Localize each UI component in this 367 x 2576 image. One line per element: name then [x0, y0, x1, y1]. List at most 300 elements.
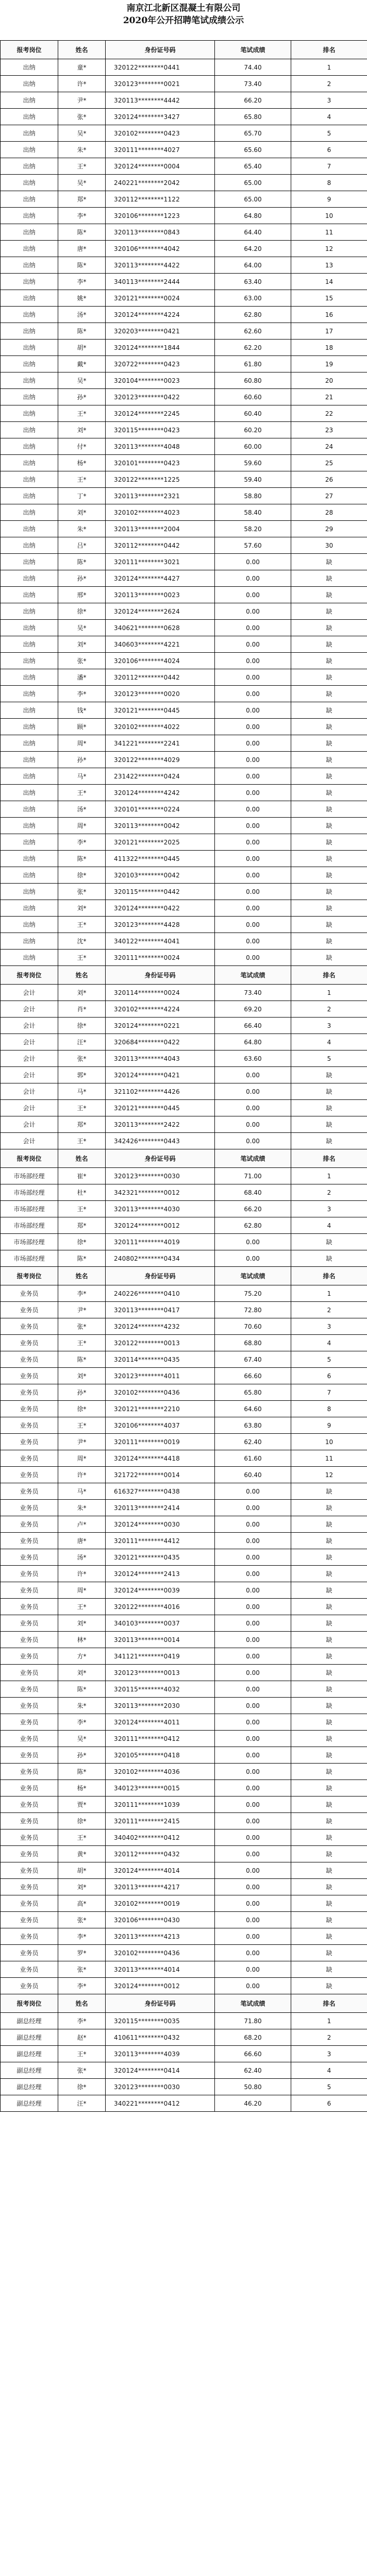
table-header-row [1, 966, 367, 985]
cell-position: 出纳 [1, 785, 58, 801]
cell-score: 60.20 [215, 422, 291, 438]
cell-id: 320113********2321 [106, 488, 215, 504]
table-row [1, 1615, 367, 1632]
cell-rank: 缺 [291, 735, 367, 752]
cell-position: 会计 [1, 1067, 58, 1083]
cell-rank: 缺 [291, 1599, 367, 1615]
cell-rank: 缺 [291, 1116, 367, 1133]
cell-score: 0.00 [215, 1862, 291, 1879]
cell-position: 业务员 [1, 1731, 58, 1747]
cell-position: 出纳 [1, 257, 58, 274]
cell-id: 320111********0019 [106, 1434, 215, 1450]
cell-position: 业务员 [1, 1335, 58, 1351]
cell-position: 业务员 [1, 1797, 58, 1813]
table-row [1, 1665, 367, 1681]
header-score: 笔试成绩 [215, 41, 291, 59]
cell-id: 320113********4014 [106, 1961, 215, 1978]
cell-position: 出纳 [1, 669, 58, 686]
cell-name: 李* [58, 1714, 106, 1731]
table-row [1, 719, 367, 735]
cell-position: 业务员 [1, 1928, 58, 1945]
cell-score: 66.60 [215, 2046, 291, 2062]
table-row [1, 1417, 367, 1434]
cell-name: 汤* [58, 1549, 106, 1566]
cell-name: 刘* [58, 636, 106, 653]
cell-name: 马* [58, 1083, 106, 1100]
cell-name: 沈* [58, 933, 106, 950]
cell-name: 李* [58, 1285, 106, 1302]
cell-name: 童* [58, 59, 106, 76]
table-row [1, 356, 367, 372]
cell-score: 73.40 [215, 985, 291, 1001]
cell-score: 66.20 [215, 92, 291, 109]
cell-position: 出纳 [1, 191, 58, 208]
cell-position: 出纳 [1, 323, 58, 340]
cell-rank: 缺 [291, 900, 367, 917]
table-header-row [1, 1994, 367, 2013]
cell-score: 46.20 [215, 2095, 291, 2112]
table-row [1, 76, 367, 92]
table-row [1, 2046, 367, 2062]
header-position: 报考岗位 [1, 41, 58, 59]
cell-name: 汤* [58, 307, 106, 323]
cell-score: 0.00 [215, 1714, 291, 1731]
cell-name: 郑* [58, 191, 106, 208]
header-id: 身份证号码 [106, 966, 215, 985]
table-row [1, 1764, 367, 1780]
cell-position: 业务员 [1, 1599, 58, 1615]
cell-rank: 24 [291, 438, 367, 455]
cell-score: 68.40 [215, 1184, 291, 1201]
cell-position: 出纳 [1, 570, 58, 587]
table-row [1, 2079, 367, 2095]
cell-rank: 缺 [291, 1067, 367, 1083]
cell-id: 320106********4037 [106, 1417, 215, 1434]
cell-id: 320106********1223 [106, 208, 215, 224]
cell-id: 320102********4022 [106, 719, 215, 735]
table-row [1, 570, 367, 587]
cell-score: 0.00 [215, 933, 291, 950]
cell-position: 会计 [1, 1050, 58, 1067]
cell-id: 320124********4418 [106, 1450, 215, 1467]
cell-score: 62.80 [215, 307, 291, 323]
cell-id: 340103********0037 [106, 1615, 215, 1632]
cell-score: 61.60 [215, 1450, 291, 1467]
cell-rank: 缺 [291, 1234, 367, 1250]
header-position: 报考岗位 [1, 1994, 58, 2013]
cell-position: 市场部经理 [1, 1250, 58, 1267]
cell-rank: 25 [291, 455, 367, 471]
cell-id: 340221********0412 [106, 2095, 215, 2112]
cell-name: 王* [58, 1829, 106, 1846]
cell-score: 62.20 [215, 340, 291, 356]
table-row [1, 92, 367, 109]
cell-name: 徐* [58, 1234, 106, 1250]
header-name: 姓名 [58, 966, 106, 985]
cell-name: 王* [58, 1335, 106, 1351]
cell-name: 贾* [58, 1797, 106, 1813]
cell-id: 320122********0013 [106, 1335, 215, 1351]
cell-position: 出纳 [1, 455, 58, 471]
cell-rank: 3 [291, 1201, 367, 1217]
table-row [1, 175, 367, 191]
cell-rank: 7 [291, 158, 367, 175]
cell-rank: 缺 [291, 603, 367, 620]
cell-position: 业务员 [1, 1632, 58, 1648]
cell-id: 320115********0423 [106, 422, 215, 438]
cell-position: 出纳 [1, 208, 58, 224]
cell-name: 孙* [58, 1384, 106, 1401]
cell-name: 吴* [58, 125, 106, 142]
cell-score: 67.40 [215, 1351, 291, 1368]
cell-rank: 缺 [291, 719, 367, 735]
cell-rank: 26 [291, 471, 367, 488]
cell-rank: 14 [291, 274, 367, 290]
table-row [1, 867, 367, 884]
cell-name: 唐* [58, 1533, 106, 1549]
cell-name: 孙* [58, 389, 106, 405]
cell-name: 潘* [58, 669, 106, 686]
table-row [1, 208, 367, 224]
cell-rank: 8 [291, 1401, 367, 1417]
cell-score: 75.20 [215, 1285, 291, 1302]
cell-rank: 2 [291, 76, 367, 92]
cell-rank: 缺 [291, 834, 367, 851]
cell-rank: 1 [291, 985, 367, 1001]
table-row [1, 504, 367, 521]
cell-score: 66.60 [215, 1368, 291, 1384]
cell-score: 0.00 [215, 1780, 291, 1797]
cell-score: 0.00 [215, 851, 291, 867]
cell-rank: 5 [291, 1050, 367, 1067]
cell-score: 57.60 [215, 537, 291, 554]
cell-score: 66.20 [215, 1201, 291, 1217]
header-name: 姓名 [58, 1994, 106, 2013]
cell-name: 刘* [58, 1665, 106, 1681]
cell-position: 出纳 [1, 521, 58, 537]
cell-score: 0.00 [215, 1483, 291, 1500]
cell-id: 320112********1122 [106, 191, 215, 208]
table-row [1, 59, 367, 76]
cell-rank: 缺 [291, 1632, 367, 1648]
table-row [1, 1648, 367, 1665]
cell-score: 60.60 [215, 389, 291, 405]
cell-name: 徐* [58, 1813, 106, 1829]
cell-rank: 缺 [291, 587, 367, 603]
cell-id: 340402********0412 [106, 1829, 215, 1846]
cell-name: 方* [58, 1648, 106, 1665]
table-row [1, 290, 367, 307]
cell-position: 出纳 [1, 224, 58, 241]
cell-score: 0.00 [215, 636, 291, 653]
cell-score: 64.80 [215, 208, 291, 224]
table-row [1, 323, 367, 340]
cell-position: 出纳 [1, 92, 58, 109]
cell-name: 胡* [58, 1862, 106, 1879]
cell-rank: 12 [291, 1467, 367, 1483]
cell-name: 徐* [58, 2079, 106, 2095]
cell-name: 付* [58, 438, 106, 455]
cell-score: 0.00 [215, 653, 291, 669]
cell-id: 320722********0423 [106, 356, 215, 372]
cell-score: 0.00 [215, 1978, 291, 1994]
cell-position: 业务员 [1, 1285, 58, 1302]
cell-rank: 缺 [291, 1829, 367, 1846]
cell-position: 出纳 [1, 636, 58, 653]
header-name: 姓名 [58, 1149, 106, 1168]
table-row [1, 1434, 367, 1450]
table-row [1, 1698, 367, 1714]
cell-score: 58.40 [215, 504, 291, 521]
cell-rank: 缺 [291, 669, 367, 686]
cell-score: 0.00 [215, 785, 291, 801]
cell-name: 张* [58, 1912, 106, 1928]
table-row [1, 1401, 367, 1417]
cell-name: 尹* [58, 1434, 106, 1450]
cell-position: 市场部经理 [1, 1217, 58, 1234]
cell-name: 陈* [58, 1351, 106, 1368]
cell-rank: 2 [291, 1302, 367, 1318]
table-row [1, 636, 367, 653]
cell-score: 0.00 [215, 554, 291, 570]
cell-position: 业务员 [1, 1302, 58, 1318]
cell-id: 320124********0012 [106, 1978, 215, 1994]
cell-position: 业务员 [1, 1829, 58, 1846]
table-row [1, 372, 367, 389]
cell-score: 0.00 [215, 1945, 291, 1961]
cell-score: 60.40 [215, 1467, 291, 1483]
header-rank: 排名 [291, 1267, 367, 1285]
cell-id: 340113********2444 [106, 274, 215, 290]
cell-name: 杨* [58, 455, 106, 471]
cell-id: 320113********4422 [106, 257, 215, 274]
cell-rank: 缺 [291, 1100, 367, 1116]
cell-name: 刘* [58, 1879, 106, 1895]
cell-name: 张* [58, 2062, 106, 2079]
cell-position: 出纳 [1, 158, 58, 175]
cell-name: 孙* [58, 1747, 106, 1764]
cell-rank: 缺 [291, 1250, 367, 1267]
cell-id: 340123********0015 [106, 1780, 215, 1797]
table-row [1, 191, 367, 208]
cell-score: 0.00 [215, 1100, 291, 1116]
cell-position: 出纳 [1, 603, 58, 620]
table-row [1, 1100, 367, 1116]
table-row [1, 702, 367, 719]
cell-rank: 30 [291, 537, 367, 554]
cell-rank: 缺 [291, 1764, 367, 1780]
cell-id: 342321********0012 [106, 1184, 215, 1201]
cell-position: 业务员 [1, 1417, 58, 1434]
cell-name: 周* [58, 1450, 106, 1467]
cell-name: 林* [58, 1632, 106, 1648]
cell-id: 320124********4014 [106, 1862, 215, 1879]
cell-rank: 缺 [291, 884, 367, 900]
cell-rank: 缺 [291, 851, 367, 867]
cell-position: 会计 [1, 1100, 58, 1116]
cell-name: 刘* [58, 985, 106, 1001]
cell-rank: 11 [291, 1450, 367, 1467]
cell-rank: 缺 [291, 1780, 367, 1797]
notice-title: 2020年公开招聘笔试成绩公示 [123, 15, 244, 26]
cell-position: 副总经理 [1, 2079, 58, 2095]
cell-name: 张* [58, 1318, 106, 1335]
cell-score: 0.00 [215, 1632, 291, 1648]
header-rank: 排名 [291, 41, 367, 59]
cell-score: 59.60 [215, 455, 291, 471]
table-row [1, 1879, 367, 1895]
cell-position: 业务员 [1, 1846, 58, 1862]
cell-name: 王* [58, 1201, 106, 1217]
cell-id: 320113********2030 [106, 1698, 215, 1714]
table-row [1, 1813, 367, 1829]
table-row [1, 669, 367, 686]
cell-id: 411322********0445 [106, 851, 215, 867]
cell-name: 王* [58, 471, 106, 488]
cell-rank: 缺 [291, 1813, 367, 1829]
cell-name: 李* [58, 208, 106, 224]
table-row [1, 752, 367, 768]
table-row [1, 1050, 367, 1067]
cell-name: 王* [58, 405, 106, 422]
table-row [1, 1116, 367, 1133]
cell-id: 320103********0042 [106, 867, 215, 884]
cell-rank: 缺 [291, 554, 367, 570]
cell-score: 63.80 [215, 1417, 291, 1434]
cell-name: 陈* [58, 554, 106, 570]
cell-name: 李* [58, 274, 106, 290]
cell-id: 320102********0423 [106, 125, 215, 142]
cell-rank: 缺 [291, 1615, 367, 1632]
table-row [1, 950, 367, 966]
cell-score: 0.00 [215, 1549, 291, 1566]
cell-id: 320123********0020 [106, 686, 215, 702]
cell-score: 0.00 [215, 1681, 291, 1698]
header-rank: 排名 [291, 1149, 367, 1168]
header-name: 姓名 [58, 1267, 106, 1285]
cell-position: 业务员 [1, 1401, 58, 1417]
cell-name: 戴* [58, 356, 106, 372]
cell-score: 0.00 [215, 1731, 291, 1747]
cell-rank: 4 [291, 2062, 367, 2079]
cell-position: 副总经理 [1, 2046, 58, 2062]
cell-id: 320123********0422 [106, 389, 215, 405]
cell-id: 320123********4428 [106, 917, 215, 933]
cell-id: 320124********0414 [106, 2062, 215, 2079]
cell-score: 0.00 [215, 867, 291, 884]
cell-id: 320113********2004 [106, 521, 215, 537]
title-block [0, 2, 367, 40]
cell-id: 320104********0023 [106, 372, 215, 389]
cell-position: 业务员 [1, 1500, 58, 1516]
cell-position: 出纳 [1, 768, 58, 785]
cell-rank: 缺 [291, 1879, 367, 1895]
cell-position: 业务员 [1, 1368, 58, 1384]
cell-score: 0.00 [215, 1797, 291, 1813]
table-row [1, 1780, 367, 1797]
cell-id: 320124********0039 [106, 1582, 215, 1599]
table-row [1, 307, 367, 323]
cell-id: 320101********0224 [106, 801, 215, 818]
cell-name: 陈* [58, 1250, 106, 1267]
table-row [1, 2013, 367, 2029]
cell-score: 0.00 [215, 1912, 291, 1928]
cell-name: 徐* [58, 1401, 106, 1417]
table-row [1, 686, 367, 702]
cell-rank: 3 [291, 1318, 367, 1335]
cell-rank: 29 [291, 521, 367, 537]
cell-score: 0.00 [215, 1895, 291, 1912]
cell-rank: 缺 [291, 1681, 367, 1698]
cell-name: 王* [58, 1133, 106, 1149]
table-row [1, 851, 367, 867]
cell-id: 320115********0035 [106, 2013, 215, 2029]
cell-name: 张* [58, 1961, 106, 1978]
table-row [1, 1467, 367, 1483]
cell-name: 王* [58, 2046, 106, 2062]
table-row [1, 933, 367, 950]
cell-position: 会计 [1, 985, 58, 1001]
cell-position: 副总经理 [1, 2062, 58, 2079]
cell-rank: 3 [291, 92, 367, 109]
cell-name: 杨* [58, 1780, 106, 1797]
header-rank: 排名 [291, 1994, 367, 2013]
cell-score: 65.60 [215, 142, 291, 158]
cell-position: 出纳 [1, 241, 58, 257]
cell-id: 320123********0030 [106, 2079, 215, 2095]
cell-id: 320112********0432 [106, 1846, 215, 1862]
cell-position: 会计 [1, 1001, 58, 1018]
cell-id: 320124********0422 [106, 900, 215, 917]
cell-position: 业务员 [1, 1879, 58, 1895]
cell-score: 0.00 [215, 884, 291, 900]
table-row [1, 1083, 367, 1100]
cell-rank: 缺 [291, 570, 367, 587]
cell-id: 320203********0421 [106, 323, 215, 340]
cell-id: 320113********2422 [106, 1116, 215, 1133]
cell-id: 320121********2210 [106, 1401, 215, 1417]
cell-rank: 10 [291, 1434, 367, 1450]
table-row [1, 125, 367, 142]
cell-rank: 10 [291, 208, 367, 224]
header-id: 身份证号码 [106, 41, 215, 59]
cell-name: 李* [58, 834, 106, 851]
cell-score: 0.00 [215, 735, 291, 752]
cell-score: 0.00 [215, 587, 291, 603]
cell-rank: 28 [291, 504, 367, 521]
cell-rank: 缺 [291, 1747, 367, 1764]
cell-position: 会计 [1, 1116, 58, 1133]
cell-id: 320113********4039 [106, 2046, 215, 2062]
table-row [1, 1549, 367, 1566]
cell-position: 业务员 [1, 1714, 58, 1731]
cell-rank: 1 [291, 1285, 367, 1302]
cell-score: 72.80 [215, 1302, 291, 1318]
table-row [1, 1731, 367, 1747]
cell-score: 0.00 [215, 620, 291, 636]
cell-rank: 缺 [291, 1797, 367, 1813]
cell-rank: 9 [291, 1417, 367, 1434]
cell-score: 65.00 [215, 175, 291, 191]
cell-id: 320112********0442 [106, 537, 215, 554]
cell-score: 62.40 [215, 2062, 291, 2079]
cell-id: 320124********4232 [106, 1318, 215, 1335]
table-row [1, 1500, 367, 1516]
cell-name: 许* [58, 1467, 106, 1483]
table-row [1, 1250, 367, 1267]
cell-name: 许* [58, 1566, 106, 1582]
cell-rank: 缺 [291, 1549, 367, 1566]
